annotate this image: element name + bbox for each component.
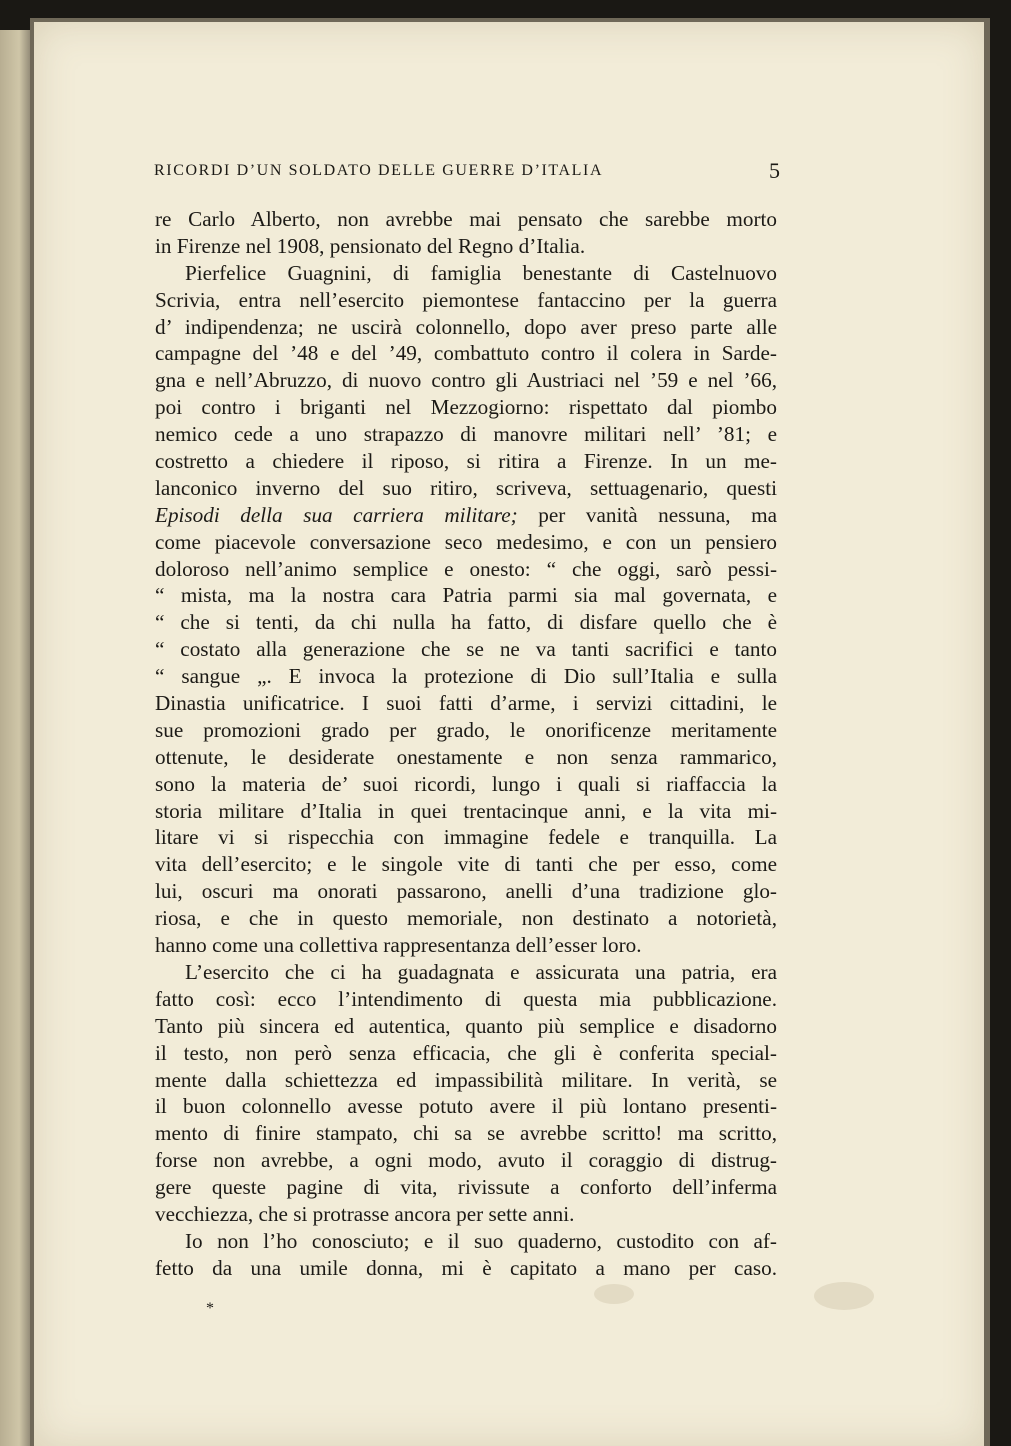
text-line: Io non l’ho conosciuto; e il suo quaderno, custodito con af- (185, 1228, 777, 1253)
quote-line: “ che si tenti, da chi nulla ha fatto, di disfare quello che è (155, 610, 777, 635)
text-line: costretto a chiedere il riposo, si ritira a Firenze. In un me- (155, 449, 777, 474)
text-line: re Carlo Alberto, non avrebbe mai pensato che sarebbe morto (155, 207, 777, 231)
text-line: riosa, e che in questo memoriale, non destinato a notorietà, (155, 906, 777, 931)
text-line: doloroso nell’animo semplice e onesto: “ che oggi, sarò pessi- (155, 556, 777, 581)
paper-stain (814, 1282, 874, 1310)
text-line: litare vi si rispecchia con immagine fedele e tranquilla. La (155, 825, 777, 850)
text-line: campagne del ’48 e del ’49, combattuto contro il colera in Sarde- (155, 341, 777, 366)
text-line: in Firenze nel 1908, pensionato del Regno d’Italia. (155, 233, 586, 258)
text-line: vita dell’esercito; e le singole vite di tanti che per esso, come (155, 852, 777, 877)
body-text (155, 206, 777, 1282)
text-line: sue promozioni grado per grado, le onorificenze meritamente (155, 717, 777, 742)
text-line: poi contro i briganti nel Mezzogiorno: rispettato dal piombo (155, 395, 777, 420)
book-page (34, 22, 984, 1446)
text-line-tail: per vanità nessuna, ma (517, 502, 777, 527)
text-line: come piacevole conversazione seco medesimo, e con un pensiero (155, 529, 777, 554)
text-line: Dinastia unificatrice. I suoi fatti d’arme, i servizi cittadini, le (155, 691, 777, 716)
text-line: mento di finire stampato, chi sa se avrebbe scritto! ma scritto, (155, 1121, 777, 1146)
quote-line: “ sangue „. E invoca la protezione di Dio sull’Italia e sulla (155, 664, 777, 689)
text-line: hanno come una collettiva rappresentanza dell’esser loro. (155, 933, 642, 958)
text-line-with-italic-title (155, 502, 777, 529)
text-line: lui, oscuri ma onorati passarono, anelli d’una tradizione glo- (155, 879, 777, 904)
text-line: Scrivia, entra nell’esercito piemontese fantaccino per la guerra (155, 287, 777, 312)
text-line: L’esercito che ci ha guadagnata e assicurata una patria, era (185, 959, 777, 984)
text-line: fetto da una umile donna, mi è capitato a mano per caso. (155, 1255, 777, 1280)
text-line: storia militare d’Italia in quei trentacinque anni, e la vita mi- (155, 798, 777, 823)
text-line: d’ indipendenza; ne uscirà colonnello, dopo aver preso parte alle (155, 314, 777, 339)
text-line: sono la materia de’ suoi ricordi, lungo i quali si riaffaccia la (155, 771, 777, 796)
text-line: vecchiezza, che si protrasse ancora per sette anni. (155, 1201, 575, 1226)
text-line: lanconico inverno del suo ritiro, scriveva, settuagenario, questi (155, 475, 777, 500)
text-line: ottenute, le desiderate onestamente e non senza rammarico, (155, 744, 777, 769)
text-line: fatto così: ecco l’intendimento di questa mia pubblicazione. (155, 986, 777, 1011)
italic-book-title: Episodi della sua carriera militare; (155, 502, 518, 527)
running-head (154, 158, 780, 188)
text-line: il testo, non però senza efficacia, che gli è conferita special- (155, 1040, 777, 1065)
quote-line: “ costato alla generazione che se ne va tanti sacrifici e tanto (155, 637, 777, 662)
text-line: Pierfelice Guagnini, di famiglia benestante di Castelnuovo (185, 260, 777, 285)
text-line: gere queste pagine di vita, rivissute a conforto dell’inferma (155, 1175, 777, 1200)
text-line: Tanto più sincera ed autentica, quanto più semplice e disadorno (155, 1013, 777, 1038)
text-line: nemico cede a uno strapazzo di manovre militari nell’ ’81; e (155, 422, 777, 447)
previous-page-edge (0, 30, 32, 1446)
text-line: forse non avrebbe, a ogni modo, avuto il coraggio di distrug- (155, 1148, 777, 1173)
running-head-title: RICORDI D’UN SOLDATO DELLE GUERRE D’ITALIA (154, 162, 604, 179)
section-break-asterisk: * (206, 1300, 214, 1317)
text-line: il buon colonnello avesse potuto avere il più lontano presenti- (155, 1094, 777, 1119)
page-number: 5 (769, 158, 780, 183)
text-line: mente dalla schiettezza ed impassibilità militare. In verità, se (155, 1067, 777, 1092)
quote-line: “ mista, ma la nostra cara Patria parmi sia mal governata, e (155, 583, 777, 608)
text-line: gna e nell’Abruzzo, di nuovo contro gli Austriaci nel ’59 e nel ’66, (155, 368, 777, 393)
paper-stain (594, 1284, 634, 1304)
